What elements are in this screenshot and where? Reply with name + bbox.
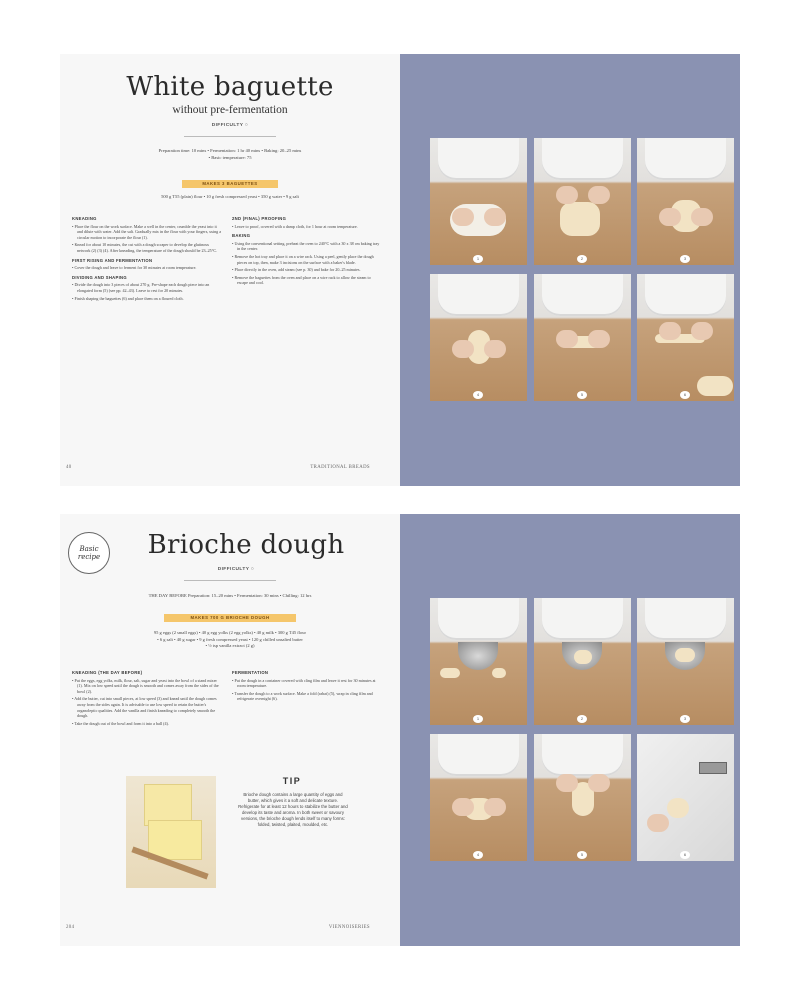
difficulty-label: DIFFICULTY ○ [211, 123, 249, 128]
timing-info: THE DAY BEFORE Preparation: 15–20 mins • Fermentation: 30 mins • Chilling: 12 hrs [148, 593, 312, 598]
step-number: 5 [577, 391, 587, 399]
section-heading: BAKING [232, 233, 251, 239]
method-step: • Place directly in the oven, add steam (see p. 30) and bake for 20–25 minutes. [232, 267, 382, 273]
step-number: 2 [577, 255, 587, 263]
yield-banner: MAKES 700 G BRIOCHE DOUGH [164, 614, 296, 622]
page-number: 40 [66, 465, 72, 470]
recipe-title: Brioche dough [147, 530, 345, 560]
section-name: TRADITIONAL BREADS [310, 465, 370, 470]
ingredients-line: • ½ tsp vanilla extract (2 g) [205, 643, 255, 649]
divider [184, 580, 276, 581]
tip-heading: TIP [282, 776, 302, 786]
divider [184, 136, 276, 137]
section-heading: FIRST RISING AND FERMENTATION [72, 257, 153, 263]
step-number: 4 [473, 391, 483, 399]
method-column-left [72, 216, 222, 303]
step-number: 3 [680, 715, 690, 723]
method-step: • Using the conventional setting, preheat the oven to 240°C with a 30 x 38 cm baking tray in the center. [232, 241, 382, 252]
difficulty-label: DIFFICULTY ○ [217, 567, 255, 572]
yield-banner: MAKES 3 BAGUETTES [182, 180, 278, 188]
step-photo [637, 274, 734, 401]
method-step: • Put the eggs, egg yolks, milk, flour, salt, sugar and yeast into the bowl of a stand mixer (1). Mix on low speed until the dough is smooth and comes away from the sides of the bowl (2). [72, 678, 222, 695]
method-step: • Remove the baguettes from the oven and place on a wire rack to allow the steam to escape and cool. [232, 275, 382, 286]
ingredients-list [90, 630, 370, 650]
step-number: 6 [680, 851, 690, 859]
step-photo [430, 274, 527, 401]
brioche-text-page [60, 514, 400, 946]
step-photo [637, 138, 734, 265]
method-step: • Place the flour on the work surface. Make a well in the center, crumble the yeast into it and dilute with water. Add the salt. Gradually mix in the flour with your fingers, using a circular motion to incorporate the flour (1). [72, 224, 222, 241]
recipe-subtitle: without pre-fermentation [172, 104, 288, 116]
fridge-handle-icon [699, 762, 727, 774]
baguette-spread [60, 54, 740, 486]
method-step: • Leave to proof, covered with a damp cloth, for 1 hour at room temperature. [232, 224, 382, 230]
baguette-text-page [60, 54, 400, 486]
section-name: VIENNOISERIES [328, 925, 370, 930]
step-photo [637, 734, 734, 861]
method-step: • Transfer the dough to a work surface. Make a fold (rabat) (5), wrap in cling film and refrigerate overnight (6). [232, 691, 382, 702]
step-number: 1 [473, 255, 483, 263]
section-heading: KNEADING (THE DAY BEFORE) [72, 670, 143, 675]
page-number: 204 [66, 925, 75, 930]
step-number: 1 [473, 715, 483, 723]
brioche-photo-page [400, 514, 740, 946]
method-step: • Add the butter, cut into small pieces, at low speed (3) and knead until the dough comes away from the sides again. It is advisable to use low speed to retain the butter's organoleptic qualities. Add the vanilla and finish kneading to completely smooth the dough. [72, 696, 222, 718]
method-step: • Take the dough out of the bowl and form it into a ball (4). [72, 721, 222, 727]
timing-line: • Basic temperature: 75 [208, 155, 252, 160]
section-heading: DIVIDING AND SHAPING [72, 274, 127, 280]
difficulty-icon: ○ [244, 123, 249, 128]
step-photo [637, 598, 734, 725]
step-number: 6 [680, 391, 690, 399]
brioche-spread [60, 514, 740, 946]
step-photo [534, 138, 631, 265]
section-heading: FERMENTATION [232, 670, 269, 675]
step-photo [534, 598, 631, 725]
method-step: • Put the dough in a container covered with cling film and leave it rest for 30 minutes at room temperature. [232, 678, 382, 689]
butter-photo [126, 776, 216, 888]
section-heading: 2ND (FINAL) PROOFING [232, 216, 287, 221]
method-column-left [72, 670, 222, 728]
tip-text: Brioche dough contains a large quantity of eggs and butter, which gives it a soft and delicate texture. Refrigerate for at least 12 hours to stabilize the butter and develop its taste and aroma. In both sweet or savoury versions, the brioche dough lends itself to many forms: folded, twisted, plaited, moulded, etc. [238, 792, 348, 827]
method-step: • Finish shaping the baguettes (6) and place them on a floured cloth. [72, 296, 222, 302]
step-photo [430, 598, 527, 725]
step-photo [430, 138, 527, 265]
difficulty-icon: ○ [250, 567, 255, 572]
recipe-title: White baguette [126, 72, 334, 102]
ingredients-line: • 6 g salt • 40 g sugar • 9 g fresh compressed yeast • 120 g chilled unsalted butter [157, 636, 303, 642]
method-step: • Cover the dough and leave to ferment for 30 minutes at room temperature. [72, 265, 222, 271]
step-number: 5 [577, 851, 587, 859]
method-step: • Remove the hot tray and place it on a wire rack. Using a peel, gently place the dough pieces on top, then, make 3 incisions on the surface with a baker's blade. [232, 254, 382, 265]
timing-info [100, 147, 360, 161]
step-photo [534, 734, 631, 861]
ingredients-line: 95 g eggs (2 small eggs) • 40 g egg yolks (2 egg yolks) • 40 g milk • 300 g T45 flour [153, 630, 307, 635]
step-photo [430, 734, 527, 861]
step-photo [534, 274, 631, 401]
step-number: 2 [577, 715, 587, 723]
basic-recipe-badge: Basic recipe [68, 532, 110, 574]
method-step: • Knead for about 10 minutes, the cut with a dough scraper to develop the glutinous network (2) (3) (4). After kneading, the temperature of the dough should be 23–25°C. [72, 242, 222, 253]
ingredients-list: 500 g T55 (plain) flour • 10 g fresh compressed yeast • 350 g water • 9 g salt [161, 194, 299, 199]
method-column-right [232, 216, 382, 288]
step-number: 4 [473, 851, 483, 859]
section-heading: KNEADING [72, 216, 97, 221]
method-step: • Divide the dough into 3 pieces of about 270 g. Pre-shape each dough piece into an elongated form (5) (see pp. 42–43). Leave to rest for 20 minutes. [72, 282, 222, 293]
method-column-right [232, 670, 382, 704]
timing-line: Preparation time: 10 mins • Fermentation: 1 hr 40 mins • Baking: 20–25 mins [158, 148, 302, 153]
step-number: 3 [680, 255, 690, 263]
baguette-photo-page [400, 54, 740, 486]
